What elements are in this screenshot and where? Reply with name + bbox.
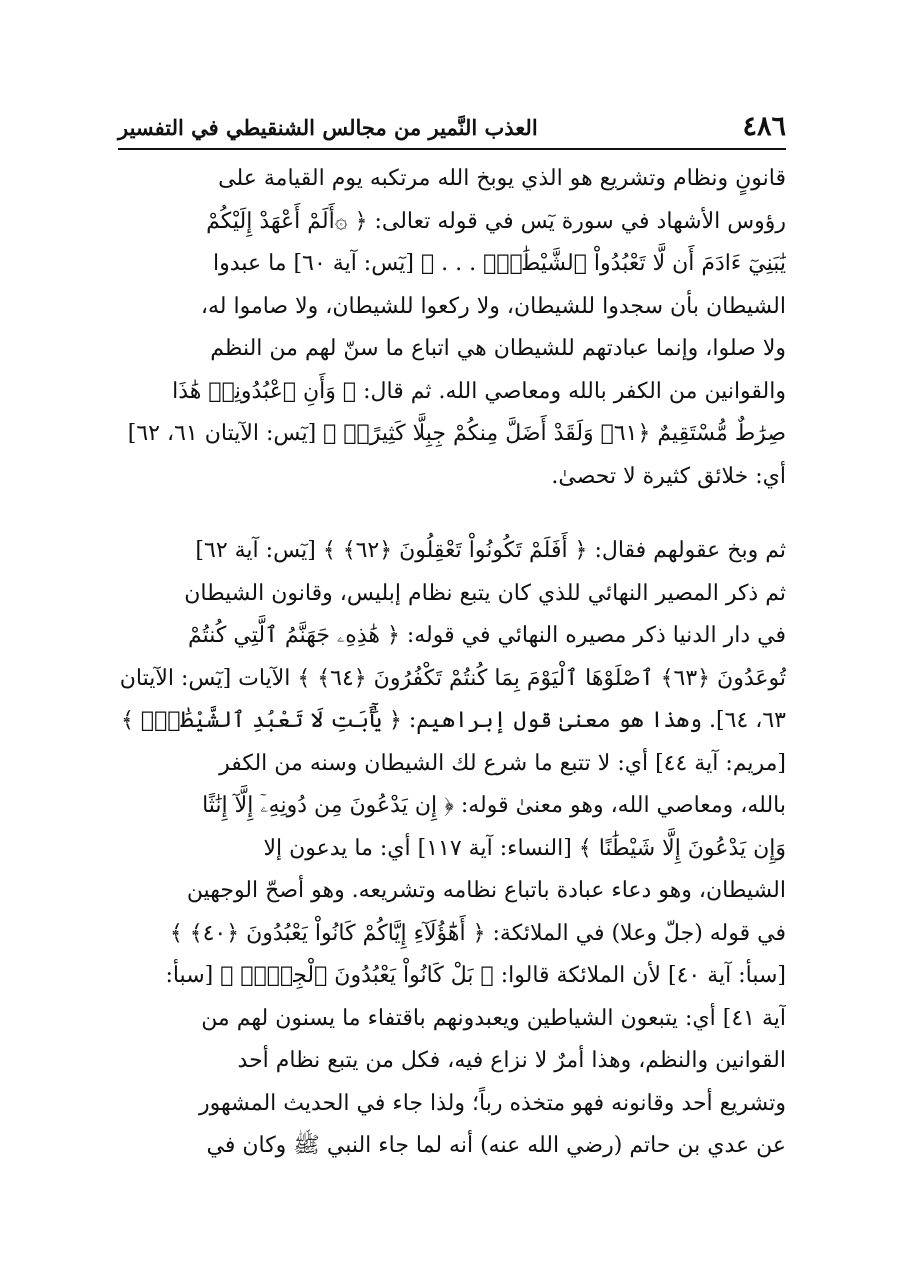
text-line: في دار الدنيا ذكر مصيره النهائي في قوله: ﴿ هَٰذِهِۦ جَهَنَّمُ ٱلَّتِي كُنتُمْ bbox=[187, 623, 786, 648]
text-line: في قوله (جلّ وعلا) في الملائكة: ﴿ أَهَٰٓؤُلَآءِ إِيَّاكُمْ كَانُواْ يَعْبُدُونَ ﴿٤٠﴾ ﴾ bbox=[169, 920, 786, 946]
page-header bbox=[118, 108, 786, 150]
paragraph-2 bbox=[118, 530, 786, 1168]
text-line: يَٰبَنِيٓ ءَادَمَ أَن لَّا تَعْبُدُواْ ٱلشَّيْطَٰنَۖ . . . ﴾ [يٓس: آية ٦٠] ما عبدوا bbox=[213, 251, 786, 276]
text-line: رؤوس الأشهاد في سورة يٓس في قوله تعالى: ﴿ ۞أَلَمْ أَعْهَدْ إِلَيْكُمْ bbox=[206, 208, 786, 234]
text-line: الشيطان بأن سجدوا للشيطان، ولا ركعوا للشيطان، ولا صاموا له، bbox=[200, 293, 786, 319]
text-line: بالله، ومعاصي الله، وهو معنىٰ قوله: ﴿ إِن يَدْعُونَ مِن دُونِهِۦٓ إِلَّآ إِنَٰثًا bbox=[202, 793, 786, 818]
text-line: [سبأ: آية ٤٠] لأن الملائكة قالوا: ﴿ بَلْ كَانُواْ يَعْبُدُونَ ٱلْجِنَّۖ ﴾ [سبأ: bbox=[165, 963, 786, 988]
text-line: وَإِن يَدْعُونَ إِلَّا شَيْطَٰنًا ﴾ [النساء: آية ١١٧] أي: ما يدعون إلا bbox=[263, 835, 786, 861]
text-line: وتشريع أحد وقانونه فهو متخذه رباً؛ ولذا جاء في الحديث المشهور bbox=[198, 1090, 786, 1116]
text-line: آية ٤١] أي: يتبعون الشياطين ويعبدونهم باقتفاء ما يسنون لهم من bbox=[201, 1005, 786, 1031]
text-line: عن عدي بن حاتم (رضي الله عنه) أنه لما جاء النبي ﷺ وكان في bbox=[206, 1133, 786, 1158]
text-line: والقوانين من الكفر بالله ومعاصي الله. ثم قال: ﴿ وَأَنِ ٱعْبُدُونِيۚ هَٰذَا bbox=[172, 378, 786, 404]
page-number: ٤٨٦ bbox=[742, 111, 786, 142]
text-line: ثم وبخ عقولهم فقال: ﴿ أَفَلَمْ تَكُونُواْ تَعْقِلُونَ ﴿٦٢﴾ ﴾ [يٓس: آية ٦٢] bbox=[195, 538, 786, 563]
text-line: القوانين والنظم، وهذا أمرٌ لا نزاع فيه، فكل من يتبع نظام أحد bbox=[237, 1048, 786, 1073]
text-line: قانونٍ ونظام وتشريع هو الذي يوبخ الله مرتكبه يوم القيامة على bbox=[218, 166, 786, 191]
text-line: صِرَٰطٌ مُّسْتَقِيمٌ ﴿٦١﴾ وَلَقَدْ أَضَلَّ مِنكُمْ جِبِلًّا كَثِيرًاۖ ﴾ [يٓس: الآيتان ٦١، ٦٢] bbox=[127, 421, 786, 446]
text-line: [مريم: آية ٤٤] أي: لا تتبع ما شرع لك الشيطان وسنه من الكفر bbox=[219, 750, 786, 776]
text-line: الشيطان، وهو دعاء عبادة باتباع نظامه وتشريعه. وهو أصحّ الوجهين bbox=[186, 878, 786, 903]
paragraph-1 bbox=[118, 158, 786, 498]
text-line: تُوعَدُونَ ﴿٦٣﴾ ٱصْلَوْهَا ٱلْيَوْمَ بِمَا كُنتُمْ تَكْفُرُونَ ﴿٦٤﴾ ﴾ الآيات [يٓس: الآيتان bbox=[119, 665, 786, 691]
text-line: ولا صلوا، وإنما عبادتهم للشيطان هي اتباع ما سنّ لهم من النظم bbox=[210, 336, 786, 361]
body-text bbox=[118, 158, 786, 1168]
text-line: أي: خلائق كثيرة لا تحصىٰ. bbox=[551, 463, 786, 489]
text-line: ثم ذكر المصير النهائي للذي كان يتبع نظام إبليس، وقانون الشيطان bbox=[184, 580, 786, 606]
running-title: العذب النَّمير من مجالس الشنقيطي في التفسير bbox=[118, 115, 538, 140]
text-line: ٦٣، ٦٤]. وهذا هو معنىٰ قول إبراهيم: ﴿ يَٰٓأَبَتِ لَا تَعْبُدِ ٱلشَّيْطَٰنَۖ ﴾ bbox=[121, 708, 786, 733]
